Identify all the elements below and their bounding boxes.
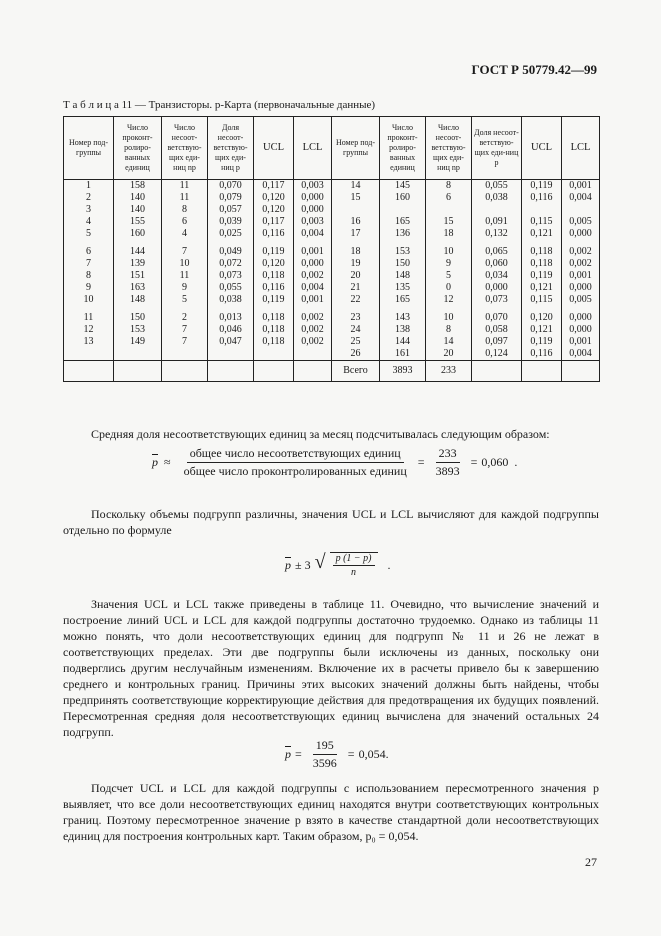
table-row — [64, 336, 600, 348]
table-cell: 0,038 — [208, 294, 254, 306]
table-cell: 144 — [114, 246, 162, 258]
table-cell: 0,000 — [472, 282, 522, 294]
formula-denominator-num: 3893 — [435, 464, 460, 478]
table-cell: 0,118 — [522, 258, 562, 270]
formula3-result: 0,054. — [358, 747, 389, 761]
total-label: Всего — [332, 361, 380, 382]
paragraph-conclusion: Подсчет UCL и LCL для каждой подгруппы с использованием пересмотренного значения p выявляет, что все доли несоответствующих единиц находятся внутри соответствующих контрольных границ. Поэтому пересмотренное значение p взято в качестве стандартной доли несоответствующих единиц для построения контрольных карт. Таким образом, p₀ = 0,054. — [63, 781, 599, 843]
formula-dot: . — [514, 455, 518, 469]
table-cell: 0,118 — [254, 336, 294, 348]
table-cell: 0,055 — [208, 282, 254, 294]
table-cell: 10 — [426, 312, 472, 324]
table-cell: 161 — [380, 348, 426, 361]
table-cell: 26 — [332, 348, 380, 361]
table-cell: 17 — [332, 228, 380, 240]
formula2-sqrt — [315, 552, 382, 578]
table-cell: 7 — [162, 246, 208, 258]
table-cell: 0,119 — [254, 294, 294, 306]
table-cell: 0,003 — [294, 180, 332, 193]
table-cell — [64, 361, 114, 382]
table-cell: 0,115 — [522, 216, 562, 228]
page-number: 27 — [585, 855, 597, 869]
table-cell: 4 — [162, 228, 208, 240]
table-cell: 148 — [380, 270, 426, 282]
table-cell: 0,119 — [522, 270, 562, 282]
table-cell: 11 — [162, 270, 208, 282]
table-cell: 9 — [426, 258, 472, 270]
formula2-fraction — [330, 552, 378, 578]
table-cell: 0,117 — [254, 216, 294, 228]
table-cell: 143 — [380, 312, 426, 324]
table-cell: 0,039 — [208, 216, 254, 228]
table-cell: 4 — [64, 216, 114, 228]
table-row — [64, 204, 600, 216]
table-cell: 0,004 — [294, 282, 332, 294]
data-table — [63, 116, 600, 382]
table-cell: 0,073 — [472, 294, 522, 306]
table-cell: 5 — [64, 228, 114, 240]
table-cell — [114, 348, 162, 361]
table-cell: 150 — [380, 258, 426, 270]
formula-equals-2: = — [470, 455, 478, 469]
table-cell: 144 — [380, 336, 426, 348]
table-cell: 0,000 — [294, 192, 332, 204]
table-cell: 148 — [114, 294, 162, 306]
table-cell: 0,005 — [562, 216, 600, 228]
table-cell: 7 — [162, 336, 208, 348]
table-cell: 5 — [162, 294, 208, 306]
table-cell — [294, 361, 332, 382]
table-cell: 0,065 — [472, 246, 522, 258]
table-cell: 0,000 — [294, 204, 332, 216]
table-cell: 15 — [332, 192, 380, 204]
table-cell: 153 — [380, 246, 426, 258]
col-header-n: Число проконт-ролиро-ванных единиц — [114, 117, 162, 180]
total-n: 3893 — [380, 361, 426, 382]
table-cell: 136 — [380, 228, 426, 240]
table-cell: 20 — [332, 270, 380, 282]
table-row — [64, 294, 600, 306]
table-cell: 12 — [64, 324, 114, 336]
formula2-denominator: n — [351, 567, 357, 578]
table-cell: 0,057 — [208, 204, 254, 216]
formula-average — [152, 446, 517, 479]
table-cell: 9 — [162, 282, 208, 294]
table-cell: 150 — [114, 312, 162, 324]
table-row — [64, 324, 600, 336]
table-cell: 21 — [332, 282, 380, 294]
table-cell: 23 — [332, 312, 380, 324]
col-header-lcl: LCL — [294, 117, 332, 180]
table-cell: 22 — [332, 294, 380, 306]
col-header-subgroup: Номер под-группы — [64, 117, 114, 180]
paragraph-analysis: Значения UCL и LCL также приведены в таблице 11. Очевидно, что вычисление значений и построение линий UCL и LCL для каждой подгруппы достаточно трудоемко. Однако из таблицы 11 можно понять, что доли несоответствующих единиц для подгрупп № 11 и 26 не лежат в соответствующих пределах. Эти две подгруппы были исключены из данных, поскольку они подверглись другим неслучайным изменениям. Включение их в расчеты привело бы к завершению среднего и контрольных границ. Причины этих высоких значений должны быть найдены, чтобы предпринять соответствующие корректирующие действия для предотвращения их будущих появлений. Пересмотренная средняя доля несоответствующих единиц вычислена для значений остальных 24 подгрупп. — [63, 597, 599, 739]
total-np: 233 — [426, 361, 472, 382]
formula-equals: = — [417, 455, 425, 469]
table-cell: 2 — [64, 192, 114, 204]
table-row — [64, 192, 600, 204]
table-total-row — [64, 361, 600, 382]
table-cell: 139 — [114, 258, 162, 270]
table-cell: 0,002 — [562, 246, 600, 258]
table-cell: 0,001 — [294, 246, 332, 258]
table-cell: 0,002 — [294, 270, 332, 282]
table-cell: 10 — [162, 258, 208, 270]
table-row — [64, 312, 600, 324]
formula2-numerator: p (1 − p) — [333, 553, 375, 566]
table-cell: 0,119 — [254, 246, 294, 258]
formula-numerator: общее число несоответствующих единиц — [187, 446, 404, 463]
formula-approx: ≈ — [164, 455, 171, 469]
sqrt-icon: √ — [314, 551, 326, 573]
table-cell: 5 — [426, 270, 472, 282]
table-cell: 0,072 — [208, 258, 254, 270]
table-cell — [64, 348, 114, 361]
table-cell: 0,001 — [562, 336, 600, 348]
table-cell — [254, 361, 294, 382]
table-cell: 153 — [114, 324, 162, 336]
table-cell: 12 — [426, 294, 472, 306]
formula-p-bar: $\overline{p}$ — [152, 455, 158, 469]
table-cell: 0,121 — [522, 282, 562, 294]
col-header-ucl-2: UCL — [522, 117, 562, 180]
table-cell: 18 — [426, 228, 472, 240]
table-cell: 0,118 — [522, 246, 562, 258]
table-cell: 0,121 — [522, 324, 562, 336]
table-cell: 0,005 — [562, 294, 600, 306]
table-cell — [522, 204, 562, 216]
table-row — [64, 282, 600, 294]
table-cell — [380, 204, 426, 216]
table-cell: 0,121 — [522, 228, 562, 240]
table-row — [64, 246, 600, 258]
table-cell: 0,118 — [254, 312, 294, 324]
table-cell: 8 — [426, 180, 472, 193]
table-cell: 0,025 — [208, 228, 254, 240]
table-cell: 6 — [426, 192, 472, 204]
table-cell: 8 — [426, 324, 472, 336]
table-cell — [332, 204, 380, 216]
table-row — [64, 348, 600, 361]
table-cell: 10 — [64, 294, 114, 306]
table-row — [64, 258, 600, 270]
table-cell: 0 — [426, 282, 472, 294]
table-cell: 2 — [162, 312, 208, 324]
table-cell: 14 — [426, 336, 472, 348]
table-cell: 10 — [426, 246, 472, 258]
col-header-p: Доля несоот-ветствую-щих еди-ниц p — [208, 117, 254, 180]
table-cell: 1 — [64, 180, 114, 193]
table-cell: 0,001 — [294, 294, 332, 306]
formula3-p-bar: $\overline{p}$ — [285, 747, 291, 761]
formula3-fraction — [310, 738, 340, 771]
table-cell: 0,120 — [254, 258, 294, 270]
table-cell: 0,002 — [294, 336, 332, 348]
document-header: ГОСТ Р 50779.42—99 — [471, 62, 597, 77]
table-cell: 0,000 — [562, 324, 600, 336]
table-cell: 155 — [114, 216, 162, 228]
table-cell: 0,120 — [254, 192, 294, 204]
table-cell: 0,000 — [562, 228, 600, 240]
table-cell: 9 — [64, 282, 114, 294]
table-cell: 140 — [114, 192, 162, 204]
table-cell — [208, 348, 254, 361]
table-cell: 158 — [114, 180, 162, 193]
table-cell: 0,034 — [472, 270, 522, 282]
table-cell: 0,001 — [562, 180, 600, 193]
formula2-dot: . — [387, 557, 391, 572]
table-cell: 3 — [64, 204, 114, 216]
table-cell: 0,004 — [562, 192, 600, 204]
table-cell: 7 — [162, 324, 208, 336]
table-cell — [114, 361, 162, 382]
table-cell: 0,002 — [562, 258, 600, 270]
table-cell — [162, 348, 208, 361]
formula2-p-bar: $\overline{p}$ — [285, 557, 291, 572]
table-cell: 160 — [114, 228, 162, 240]
table-cell: 0,079 — [208, 192, 254, 204]
table-cell: 0,119 — [522, 180, 562, 193]
table-cell: 13 — [64, 336, 114, 348]
table-cell: 0,116 — [254, 228, 294, 240]
table-cell: 0,002 — [294, 324, 332, 336]
table-cell: 0,116 — [522, 192, 562, 204]
table-cell: 0,001 — [562, 270, 600, 282]
table-cell: 0,119 — [522, 336, 562, 348]
table-cell: 20 — [426, 348, 472, 361]
table-cell: 11 — [162, 192, 208, 204]
table-cell: 0,055 — [472, 180, 522, 193]
table-cell: 25 — [332, 336, 380, 348]
table-cell: 0,000 — [562, 312, 600, 324]
table-cell — [562, 204, 600, 216]
table-cell: 0,047 — [208, 336, 254, 348]
table-cell: 0,116 — [254, 282, 294, 294]
table-row — [64, 270, 600, 282]
table-cell — [472, 204, 522, 216]
table-cell: 0,091 — [472, 216, 522, 228]
table-cell: 15 — [426, 216, 472, 228]
col-header-subgroup-2: Номер под-группы — [332, 117, 380, 180]
table-cell: 7 — [64, 258, 114, 270]
table-cell: 151 — [114, 270, 162, 282]
col-header-p-2: Доля несоот-ветствую-щих еди-ниц p — [472, 117, 522, 180]
table-header-row — [64, 117, 600, 180]
table-cell — [162, 361, 208, 382]
table-cell: 0,118 — [254, 270, 294, 282]
table-row — [64, 228, 600, 240]
table-cell: 0,116 — [522, 348, 562, 361]
table-cell: 0,097 — [472, 336, 522, 348]
formula3-equals-2: = — [347, 747, 355, 761]
col-header-n-2: Число проконт-ролиро-ванных единиц — [380, 117, 426, 180]
paragraph-subgroups: Поскольку объемы подгрупп различны, значения UCL и LCL вычисляют для каждой подгруппы отдельно по формуле — [63, 507, 599, 537]
formula-denominator: общее число проконтролированных единиц — [183, 464, 407, 478]
formula3-equals: = — [295, 747, 302, 761]
table-cell: 11 — [64, 312, 114, 324]
col-header-lcl-2: LCL — [562, 117, 600, 180]
table-row — [64, 216, 600, 228]
formula-limits — [285, 552, 391, 578]
table-cell — [208, 361, 254, 382]
table-cell: 6 — [64, 246, 114, 258]
formula2-plus-minus: ± 3 — [295, 557, 311, 572]
table-cell: 163 — [114, 282, 162, 294]
table-cell: 0,004 — [294, 228, 332, 240]
table-cell: 138 — [380, 324, 426, 336]
formula-fraction-numbers — [433, 446, 463, 479]
table-cell — [426, 204, 472, 216]
table-cell: 14 — [332, 180, 380, 193]
table-cell: 165 — [380, 216, 426, 228]
col-header-ucl: UCL — [254, 117, 294, 180]
table-cell: 0,120 — [522, 312, 562, 324]
table-cell: 0,132 — [472, 228, 522, 240]
table-cell: 0,000 — [562, 282, 600, 294]
table-cell: 0,002 — [294, 312, 332, 324]
table-cell — [294, 348, 332, 361]
table-cell: 0,013 — [208, 312, 254, 324]
table-row — [64, 180, 600, 193]
table-cell: 0,046 — [208, 324, 254, 336]
table-cell: 0,070 — [472, 312, 522, 324]
formula3-denominator: 3596 — [312, 756, 337, 770]
table-cell — [522, 361, 562, 382]
table-cell: 8 — [162, 204, 208, 216]
table-cell — [562, 361, 600, 382]
table-cell — [472, 361, 522, 382]
formula-numerator-num: 233 — [436, 446, 460, 463]
table-cell: 6 — [162, 216, 208, 228]
table-cell: 8 — [64, 270, 114, 282]
table-cell: 0,038 — [472, 192, 522, 204]
table-cell: 0,115 — [522, 294, 562, 306]
table-cell: 16 — [332, 216, 380, 228]
table-cell: 0,070 — [208, 180, 254, 193]
table-cell: 0,060 — [472, 258, 522, 270]
table-cell: 165 — [380, 294, 426, 306]
table-cell — [254, 348, 294, 361]
col-header-np-2: Число несоот-ветствую-щих еди-ниц np — [426, 117, 472, 180]
table-cell: 149 — [114, 336, 162, 348]
table-cell: 0,124 — [472, 348, 522, 361]
table-cell: 0,120 — [254, 204, 294, 216]
table-cell: 11 — [162, 180, 208, 193]
table-cell: 140 — [114, 204, 162, 216]
table-cell: 19 — [332, 258, 380, 270]
table-caption: Т а б л и ц а 11 — Транзисторы. p-Карта (первоначальные данные) — [63, 99, 376, 111]
table-cell: 0,049 — [208, 246, 254, 258]
table-cell: 0,000 — [294, 258, 332, 270]
table-cell: 18 — [332, 246, 380, 258]
table-cell: 145 — [380, 180, 426, 193]
formula3-numerator: 195 — [313, 738, 337, 755]
table-cell: 0,117 — [254, 180, 294, 193]
table-cell: 0,058 — [472, 324, 522, 336]
formula-fraction-words — [181, 446, 410, 479]
col-header-np: Число несоот-ветствую-щих еди-ниц np — [162, 117, 208, 180]
table-cell: 24 — [332, 324, 380, 336]
table-cell: 160 — [380, 192, 426, 204]
formula-revised — [285, 738, 389, 771]
table-cell: 0,004 — [562, 348, 600, 361]
formula-result: 0,060 — [481, 455, 509, 469]
paragraph-average: Средняя доля несоответствующих единиц за месяц подсчитывалась следующим образом: — [91, 427, 550, 441]
table-cell: 0,073 — [208, 270, 254, 282]
table-cell: 0,118 — [254, 324, 294, 336]
table-cell: 0,003 — [294, 216, 332, 228]
table-cell: 135 — [380, 282, 426, 294]
